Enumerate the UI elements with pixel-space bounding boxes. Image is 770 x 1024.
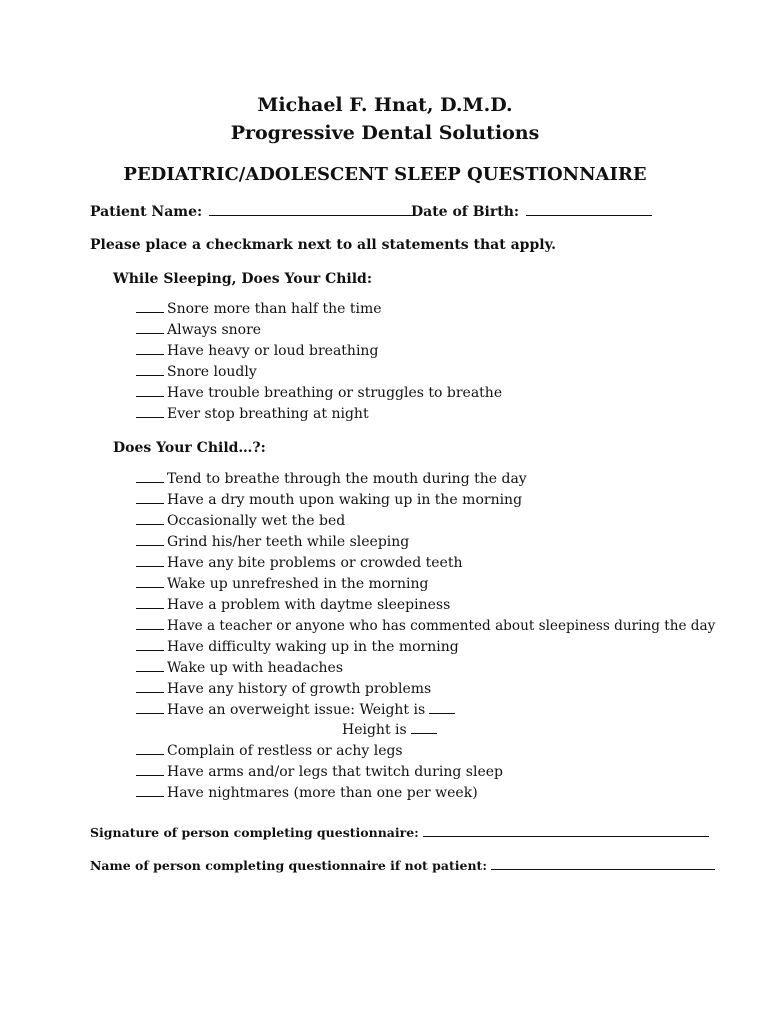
height-label: Height is: [342, 722, 407, 738]
signature-label: Signature of person completing questionnaire:: [90, 825, 419, 840]
list-item[interactable]: [136, 404, 369, 423]
dob-field[interactable]: [526, 203, 652, 216]
patient-name-row: [90, 203, 413, 220]
checkbox-blank[interactable]: [136, 362, 164, 376]
list-item[interactable]: [136, 762, 503, 781]
item-label: Ever stop breathing at night: [167, 406, 369, 422]
list-item[interactable]: [136, 783, 478, 802]
item-label: Have arms and/or legs that twitch during sleep: [167, 764, 503, 780]
list-item[interactable]: [136, 574, 428, 593]
dob-label: Date of Birth:: [411, 204, 520, 220]
item-label: Have a dry mouth upon waking up in the morning: [167, 492, 523, 508]
item-label: Complain of restless or achy legs: [167, 743, 403, 759]
practice-name: Progressive Dental Solutions: [230, 122, 540, 144]
item-label: Have an overweight issue: Weight is: [167, 702, 426, 718]
checkbox-blank[interactable]: [136, 383, 164, 397]
checkbox-blank[interactable]: [136, 762, 164, 776]
list-item[interactable]: [136, 362, 257, 381]
checkbox-blank[interactable]: [136, 299, 164, 313]
list-item[interactable]: [136, 595, 450, 614]
item-label: Always snore: [167, 322, 262, 338]
checkbox-blank[interactable]: [136, 490, 164, 504]
height-blank[interactable]: [411, 720, 437, 734]
weight-blank[interactable]: [429, 700, 455, 714]
item-label: Have any bite problems or crowded teeth: [167, 555, 463, 571]
section2-heading: Does Your Child…?:: [113, 440, 266, 456]
checkbox-blank[interactable]: [136, 341, 164, 355]
list-item[interactable]: [136, 553, 462, 572]
item-label: Grind his/her teeth while sleeping: [167, 534, 410, 550]
item-label: Have a problem with daytme sleepiness: [167, 597, 451, 613]
item-label: Snore more than half the time: [167, 301, 382, 317]
patient-name-field[interactable]: [209, 203, 413, 216]
list-item[interactable]: [136, 616, 715, 635]
item-label: Snore loudly: [167, 364, 257, 380]
instructions: Please place a checkmark next to all statements that apply.: [90, 237, 556, 253]
patient-name-label: Patient Name:: [90, 204, 203, 220]
list-item[interactable]: [136, 679, 431, 698]
name-field[interactable]: [491, 858, 715, 870]
checkbox-blank[interactable]: [136, 574, 164, 588]
checkbox-blank[interactable]: [136, 741, 164, 755]
form-title: PEDIATRIC/ADOLESCENT SLEEP QUESTIONNAIRE: [123, 164, 647, 185]
list-item[interactable]: [136, 741, 403, 760]
list-item[interactable]: [136, 700, 455, 719]
list-item[interactable]: [136, 341, 378, 360]
list-item[interactable]: [136, 469, 527, 488]
list-item[interactable]: [136, 532, 409, 551]
item-label: Have a teacher or anyone who has commented about sleepiness during the day: [167, 618, 716, 634]
checkbox-blank[interactable]: [136, 553, 164, 567]
list-item[interactable]: [136, 320, 261, 339]
checkbox-blank[interactable]: [136, 595, 164, 609]
name-label: Name of person completing questionnaire if not patient:: [90, 858, 487, 873]
list-item[interactable]: [136, 299, 382, 318]
checkbox-blank[interactable]: [136, 511, 164, 525]
checkbox-blank[interactable]: [136, 616, 164, 630]
checkbox-blank[interactable]: [136, 783, 164, 797]
list-item[interactable]: [136, 511, 345, 530]
checkbox-blank[interactable]: [136, 658, 164, 672]
list-item[interactable]: [136, 658, 343, 677]
doctor-name: Michael F. Hnat, D.M.D.: [257, 94, 513, 116]
checkbox-blank[interactable]: [136, 532, 164, 546]
checkbox-blank[interactable]: [136, 700, 164, 714]
list-item[interactable]: [136, 490, 522, 509]
checkbox-blank[interactable]: [136, 679, 164, 693]
item-label: Have nightmares (more than one per week): [167, 785, 478, 801]
checkbox-blank[interactable]: [136, 637, 164, 651]
item-label: Have heavy or loud breathing: [167, 343, 379, 359]
signature-field[interactable]: [423, 825, 709, 837]
signature-row: [90, 825, 709, 840]
height-line: [342, 720, 437, 739]
checkbox-blank[interactable]: [136, 469, 164, 483]
section1-heading: While Sleeping, Does Your Child:: [113, 271, 372, 287]
item-label: Wake up unrefreshed in the morning: [167, 576, 429, 592]
item-label: Have difficulty waking up in the morning: [167, 639, 459, 655]
checkbox-blank[interactable]: [136, 404, 164, 418]
item-label: Tend to breathe through the mouth during the day: [167, 471, 527, 487]
name-row: [90, 858, 715, 873]
item-label: Wake up with headaches: [167, 660, 344, 676]
list-item[interactable]: [136, 383, 502, 402]
dob-row: [411, 203, 652, 220]
item-label: Occasionally wet the bed: [167, 513, 346, 529]
item-label: Have trouble breathing or struggles to breathe: [167, 385, 503, 401]
item-label: Have any history of growth problems: [167, 681, 432, 697]
checkbox-blank[interactable]: [136, 320, 164, 334]
list-item[interactable]: [136, 637, 459, 656]
